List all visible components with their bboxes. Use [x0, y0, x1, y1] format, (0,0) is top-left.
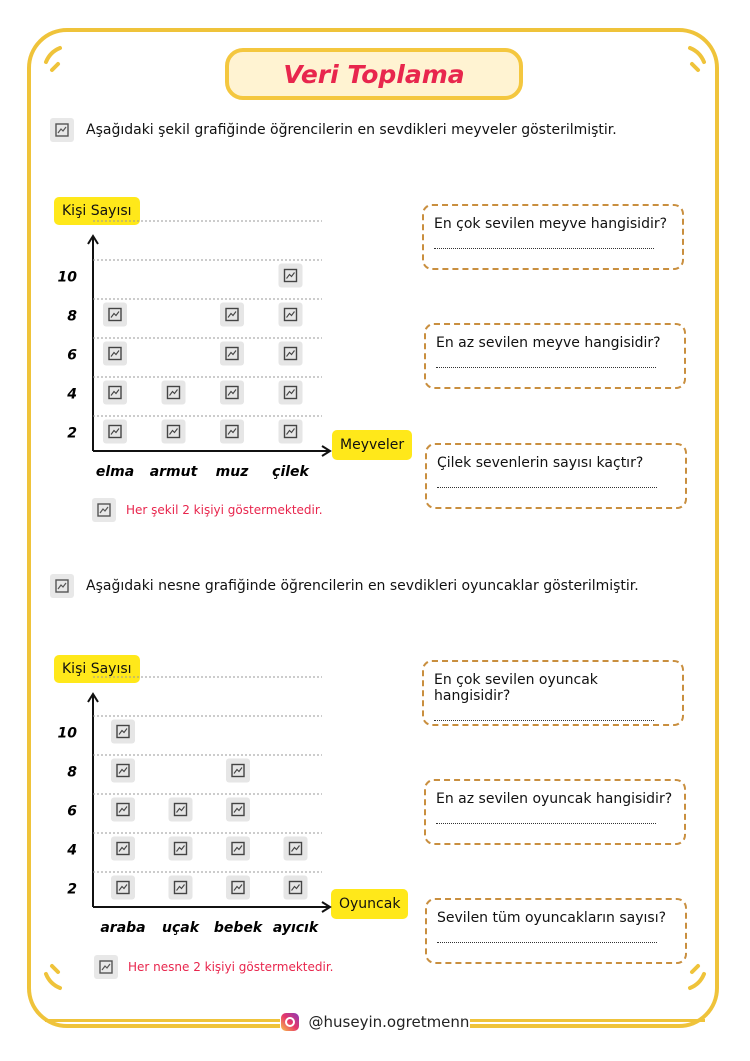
pictogram-symbol — [226, 876, 250, 900]
pictogram-symbol — [226, 759, 250, 783]
footer — [0, 1006, 750, 1036]
chart1-ylabel: Kişi Sayısı — [54, 197, 140, 225]
question-text: En çok sevilen meyve hangisidir? — [434, 216, 668, 232]
y-tick-label: 8 — [67, 764, 77, 781]
question-text: Sevilen tüm oyuncakların sayısı? — [437, 910, 667, 926]
y-tick-label: 10 — [57, 725, 77, 742]
answer-line[interactable] — [436, 823, 656, 824]
y-tick-label: 8 — [67, 308, 77, 325]
pictogram-symbol — [169, 798, 193, 822]
footer-handle-text: @huseyin.ogretmenn — [308, 1013, 470, 1031]
x-category-label: araba — [100, 920, 146, 936]
pictogram-symbol — [111, 720, 135, 744]
footer-divider — [465, 1019, 705, 1022]
x-category-label: muz — [215, 464, 249, 480]
y-tick-label: 6 — [67, 803, 77, 820]
section2-note-text: Her nesne 2 kişiyi göstermektedir. — [128, 960, 334, 974]
x-category-label: bebek — [213, 920, 263, 936]
section1-note-text: Her şekil 2 kişiyi göstermektedir. — [126, 503, 323, 517]
y-tick-label: 2 — [67, 425, 77, 442]
y-tick-label: 4 — [67, 386, 77, 403]
footer-divider — [45, 1019, 285, 1022]
x-category-label: ayıcık — [272, 920, 319, 936]
question-box[interactable] — [424, 779, 686, 845]
chart1-xlabel: Meyveler — [332, 430, 412, 460]
section1-intro-text: Aşağıdaki şekil grafiğinde öğrencilerin en sevdikleri meyveler gösterilmiştir. — [86, 122, 617, 138]
question-text: En az sevilen oyuncak hangisidir? — [436, 791, 673, 807]
y-tick-label: 6 — [67, 347, 77, 364]
image-placeholder-icon — [94, 955, 118, 979]
pictogram-symbol — [226, 837, 250, 861]
chart2-ylabel: Kişi Sayısı — [54, 655, 140, 683]
question-text: En az sevilen meyve hangisidir? — [436, 335, 661, 351]
x-category-label: çilek — [272, 464, 309, 480]
question-text: En çok sevilen oyuncak hangisidir? — [434, 672, 598, 704]
pictogram-symbol — [284, 876, 308, 900]
question-text: Çilek sevenlerin sayısı kaçtır? — [437, 455, 644, 471]
answer-line[interactable] — [434, 720, 654, 721]
pictogram-symbol — [111, 837, 135, 861]
answer-line[interactable] — [437, 942, 657, 943]
question-box[interactable] — [422, 660, 684, 726]
x-category-label: elma — [95, 464, 135, 480]
page-title: Veri Toplama — [283, 59, 465, 89]
pictogram-symbol — [111, 876, 135, 900]
y-tick-label: 2 — [67, 881, 77, 898]
pictogram-symbol — [169, 876, 193, 900]
y-tick-label: 4 — [67, 842, 77, 859]
pictogram-symbol — [111, 759, 135, 783]
pictogram-symbol — [169, 837, 193, 861]
pictogram-symbol — [284, 837, 308, 861]
chart2-xlabel: Oyuncak — [331, 889, 408, 919]
footer-handle[interactable] — [280, 1010, 470, 1034]
x-category-label: uçak — [161, 920, 200, 936]
x-category-label: armut — [149, 464, 198, 480]
section2-intro-text: Aşağıdaki nesne grafiğinde öğrencilerin en sevdikleri oyuncaklar gösterilmiştir. — [86, 578, 639, 594]
pictogram-symbol — [111, 798, 135, 822]
section2-note — [94, 955, 334, 979]
y-tick-label: 10 — [57, 269, 77, 286]
question-box[interactable] — [425, 898, 687, 964]
pictogram-symbol — [226, 798, 250, 822]
instagram-icon — [281, 1013, 299, 1031]
